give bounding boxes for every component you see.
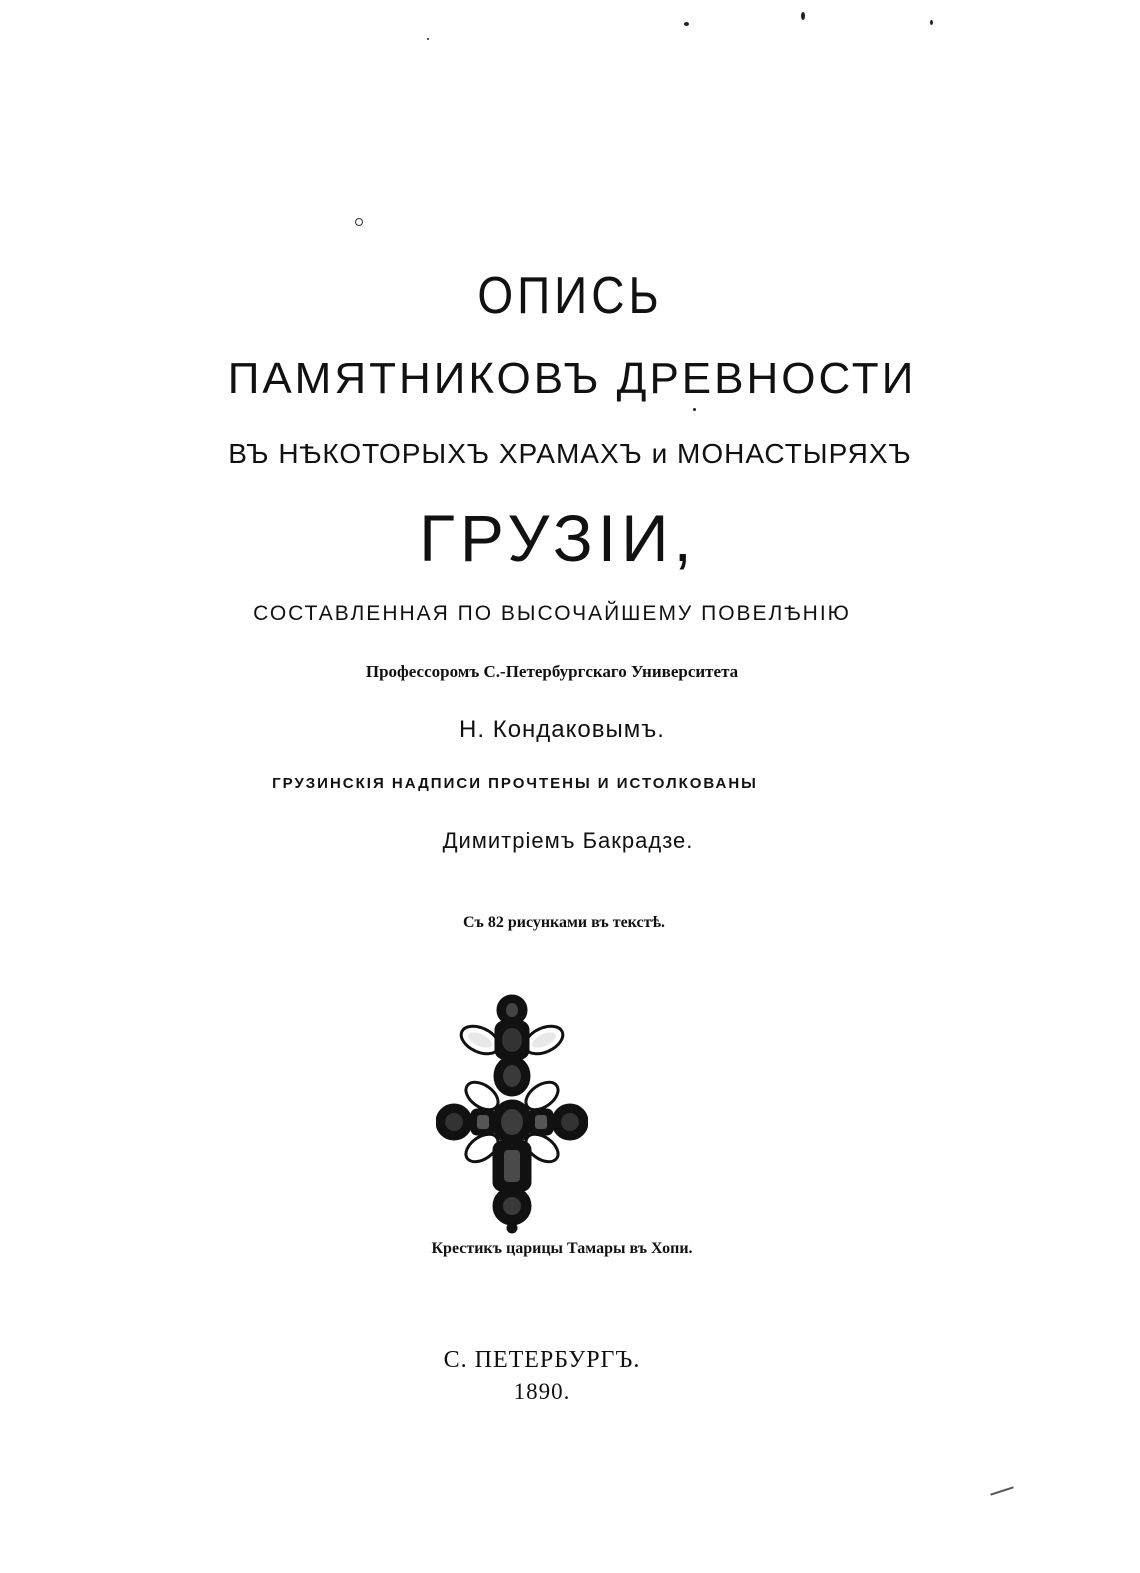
inscriptions-line: ГРУЗИНСКІЯ НАДПИСИ ПРОЧТЕНЫ И ИСТОЛКОВАНЫ bbox=[272, 775, 758, 792]
scan-speck bbox=[990, 1486, 1013, 1495]
subtitle-georgia: ГРУЗІИ, bbox=[419, 501, 697, 575]
publication-year: 1890. bbox=[513, 1379, 571, 1404]
figures-note: Съ 82 рисунками въ текстѣ. bbox=[462, 914, 666, 931]
subtitle-temples: ВЪ НѢКОТОРЫХЪ ХРАМАХЪ и МОНАСТЫРЯХЪ bbox=[228, 438, 912, 469]
professor-line: Профессоромъ С.-Петербургскаго Университета bbox=[365, 662, 739, 681]
scan-speck bbox=[684, 22, 689, 26]
scan-speck bbox=[355, 218, 363, 226]
publication-city: С. ПЕТЕРБУРГЪ. bbox=[443, 1347, 641, 1373]
scan-speck bbox=[801, 12, 805, 20]
scan-speck bbox=[930, 20, 933, 25]
subtitle-monuments: ПАМЯТНИКОВЪ ДРЕВНОСТИ bbox=[227, 354, 917, 403]
translator-name: Димитріемъ Бакрадзе. bbox=[442, 828, 694, 853]
jeweled-cross-icon bbox=[436, 994, 588, 1234]
illustration-caption: Крестикъ царицы Тамары въ Хопи. bbox=[431, 1240, 693, 1257]
compiled-by-order: СОСТАВЛЕННАЯ ПО ВЫСОЧАЙШЕМУ ПОВЕЛѢНІЮ bbox=[253, 602, 851, 625]
author-name: Н. Кондаковымъ. bbox=[459, 716, 665, 743]
scan-speck bbox=[427, 38, 429, 40]
scan-speck bbox=[693, 408, 696, 411]
main-title: ОПИСЬ bbox=[477, 265, 663, 325]
